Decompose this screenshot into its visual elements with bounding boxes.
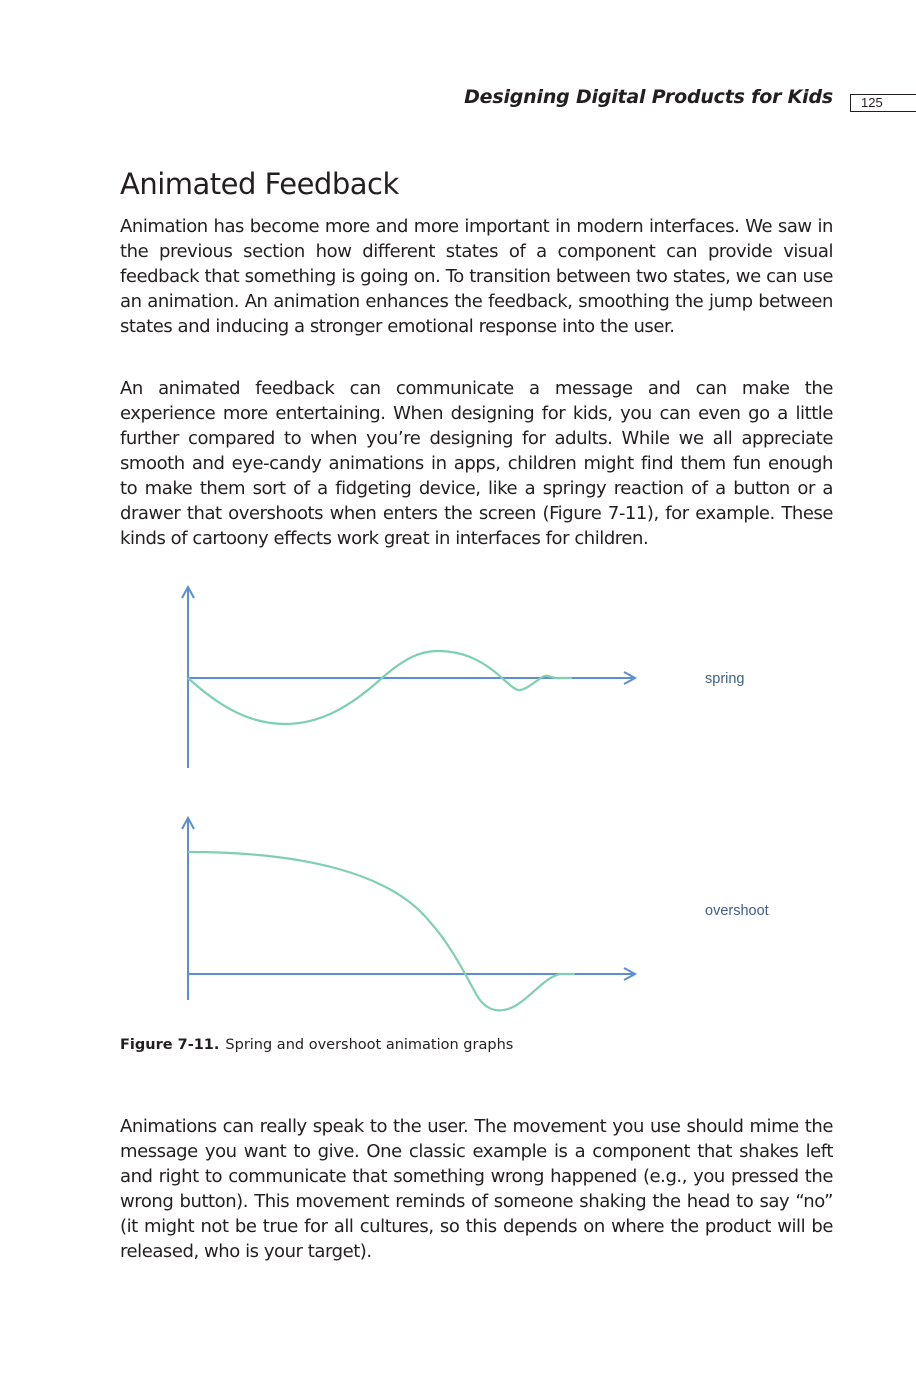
paragraph-1: Animation has become more and more important in modern interfaces. We saw in the previous section how different states of a component can provide visual feedback that something is going on. To transition between two states, we can use an animation. An animation enhances the feedback, smoothing the jump between states and inducing a stronger emotional response into the user.: [120, 216, 833, 337]
spring-graph: [182, 587, 745, 768]
overshoot-curve: [188, 852, 575, 1010]
overshoot-graph: [182, 818, 769, 1010]
overshoot-label: overshoot: [705, 903, 769, 919]
page-number-box: [850, 94, 916, 112]
page-number: 125: [861, 95, 883, 110]
paragraph-3: Animations can really speak to the user. The movement you use should mime the message you want to give. One classic example is a component that shakes left and right to communicate that something wrong happened (e.g., you pressed the wrong button). This movement reminds of someone shaking the head to say “no” (it might not be true for all cultures, so this depends on where the product will be released, who is your target).: [120, 1116, 833, 1262]
figure-animation-graphs: [120, 572, 833, 1022]
paragraph-2: An animated feedback can communicate a message and can make the experience more entertaining. When designing for kids, you can even go a little further compared to when you’re designing for adults. While we all appreciate smooth and eye-candy animations in apps, children might find them fun enough to make them sort of a fidgeting device, like a springy reaction of a button or a drawer that overshoots when enters the screen (Figure 7-11), for example. These kinds of cartoony effects work great in interfaces for children.: [120, 378, 833, 549]
spring-label: spring: [705, 671, 745, 687]
running-head-title: Designing Digital Products for Kids: [464, 86, 833, 108]
spring-curve: [188, 651, 572, 724]
figure-number: Figure 7-11.: [120, 1037, 220, 1053]
figure-caption: [120, 1037, 513, 1053]
figure-caption-text: Spring and overshoot animation graphs: [225, 1037, 514, 1053]
section-title: Animated Feedback: [120, 167, 399, 201]
